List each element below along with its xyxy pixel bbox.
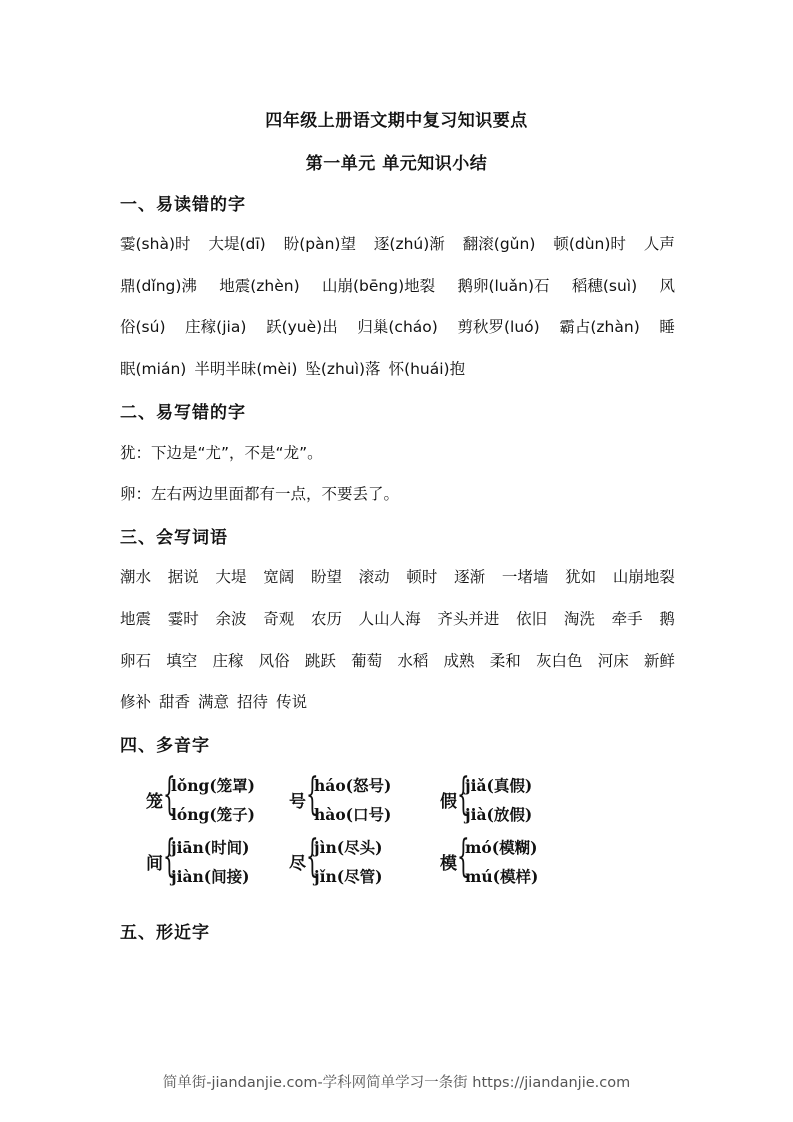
word: 庄稼 — [212, 652, 244, 670]
text-line — [120, 315, 675, 337]
word: 稻穗(suì) — [571, 277, 638, 295]
word: 霎时 — [167, 610, 199, 628]
word: 滚动 — [358, 568, 390, 586]
document-title: 四年级上册语文期中复习知识要点 — [265, 111, 528, 131]
unit-title: 第一单元 单元知识小结 — [305, 154, 488, 174]
word: 奇观 — [263, 610, 295, 628]
word: 宽阔 — [263, 568, 295, 586]
polyphone-char: 号 — [289, 792, 306, 812]
word: 庄稼(jia) — [185, 318, 247, 336]
word: 霸占(zhàn) — [559, 318, 640, 336]
brace-icon: { — [306, 769, 319, 820]
word: 山崩(bēng)地裂 — [321, 277, 436, 295]
reading: jìn(尽头) — [314, 838, 383, 857]
word: 人山人海 — [358, 610, 421, 628]
word: 据说 — [167, 568, 199, 586]
word: 半明半昧(mèi) — [194, 360, 298, 378]
text-line — [120, 649, 675, 671]
word: 顿(dùn)时 — [553, 235, 626, 253]
word: 风 — [659, 277, 675, 295]
section-heading-5: 五、形近字 — [120, 923, 210, 943]
word: 俗(sú) — [120, 318, 166, 336]
brace-icon: { — [457, 769, 470, 820]
word: 齐头并进 — [437, 610, 500, 628]
section-heading-3: 三、会写词语 — [120, 528, 228, 548]
brace-icon: { — [163, 769, 176, 820]
word: 卵石 — [120, 652, 152, 670]
note-line: 犹：下边是“尤”，不是“龙”。 — [120, 444, 323, 462]
word: 跃(yuè)出 — [266, 318, 338, 336]
word: 牵手 — [611, 610, 643, 628]
word: 大堤 — [215, 568, 247, 586]
word: 农历 — [310, 610, 342, 628]
brace-icon: { — [163, 831, 176, 882]
reading: jiàn(间接) — [171, 867, 250, 886]
section-heading-2: 二、易写错的字 — [120, 403, 246, 423]
word: 甜香 — [159, 693, 191, 711]
word: 鹅 — [659, 610, 675, 628]
polyphone-char: 假 — [440, 792, 457, 812]
reading: jiān(时间) — [171, 838, 250, 857]
reading: háo(怒号) — [314, 776, 392, 795]
word: 犹如 — [565, 568, 597, 586]
word: 传说 — [276, 693, 308, 711]
word: 鼎(dǐng)沸 — [120, 277, 197, 295]
word: 盼(pàn)望 — [283, 235, 356, 253]
note-line: 卵：左右两边里面都有一点，不要丢了。 — [120, 485, 400, 503]
word: 逐渐 — [454, 568, 486, 586]
word: 睡 — [659, 318, 675, 336]
word: 跳跃 — [304, 652, 336, 670]
text-line — [120, 357, 675, 379]
word: 满意 — [198, 693, 230, 711]
word: 眠(mián) — [120, 360, 187, 378]
word: 大堤(dī) — [208, 235, 266, 253]
word: 人声 — [643, 235, 675, 253]
word: 一堵墙 — [501, 568, 549, 586]
word: 灰白色 — [535, 652, 583, 670]
text-line — [120, 690, 675, 712]
word: 填空 — [166, 652, 198, 670]
reading: lǒng(笼罩) — [171, 776, 256, 795]
word: 顿时 — [406, 568, 438, 586]
section-heading-1: 一、易读错的字 — [120, 195, 246, 215]
reading: jià(放假) — [465, 805, 533, 824]
word: 鹅卵(luǎn)石 — [457, 277, 550, 295]
reading: jǐn(尽管) — [314, 867, 383, 886]
text-line — [120, 607, 675, 629]
word: 逐(zhú)渐 — [373, 235, 445, 253]
word: 潮水 — [120, 568, 152, 586]
brace-icon: { — [306, 831, 319, 882]
word: 山崩地裂 — [612, 568, 675, 586]
text-line — [120, 565, 675, 587]
word: 葡萄 — [351, 652, 383, 670]
polyphone-char: 间 — [146, 854, 163, 874]
brace-icon: { — [457, 831, 470, 882]
word: 风俗 — [258, 652, 290, 670]
word: 水稻 — [397, 652, 429, 670]
word: 淘洗 — [563, 610, 595, 628]
word: 归巢(cháo) — [357, 318, 438, 336]
text-line — [120, 232, 675, 254]
word: 坠(zhuì)落 — [305, 360, 381, 378]
word: 河床 — [597, 652, 629, 670]
word: 地震(zhèn) — [219, 277, 300, 295]
text-line — [120, 274, 675, 296]
word: 地震 — [120, 610, 152, 628]
word: 余波 — [215, 610, 247, 628]
word: 霎(shà)时 — [120, 235, 191, 253]
footer-watermark: 简单街-jiandanjie.com-学科网简单学习一条街 https://jiandanjie.com — [162, 1075, 631, 1091]
word: 柔和 — [489, 652, 521, 670]
polyphone-char: 模 — [440, 854, 457, 874]
word: 新鲜 — [643, 652, 675, 670]
word: 剪秋罗(luó) — [457, 318, 540, 336]
section-heading-4: 四、多音字 — [120, 736, 210, 756]
word: 怀(huái)抱 — [388, 360, 466, 378]
word: 招待 — [237, 693, 269, 711]
word: 成熟 — [443, 652, 475, 670]
word: 依旧 — [516, 610, 548, 628]
word: 盼望 — [310, 568, 342, 586]
polyphone-char: 尽 — [289, 854, 306, 874]
reading: lóng(笼子) — [171, 805, 256, 824]
polyphone-char: 笼 — [146, 792, 163, 812]
reading: jiǎ(真假) — [465, 776, 533, 795]
reading: hào(口号) — [314, 805, 392, 824]
word: 翻滚(gǔn) — [462, 235, 536, 253]
word: 修补 — [120, 693, 152, 711]
reading: mú(模样) — [465, 867, 539, 886]
reading: mó(模糊) — [465, 838, 538, 857]
